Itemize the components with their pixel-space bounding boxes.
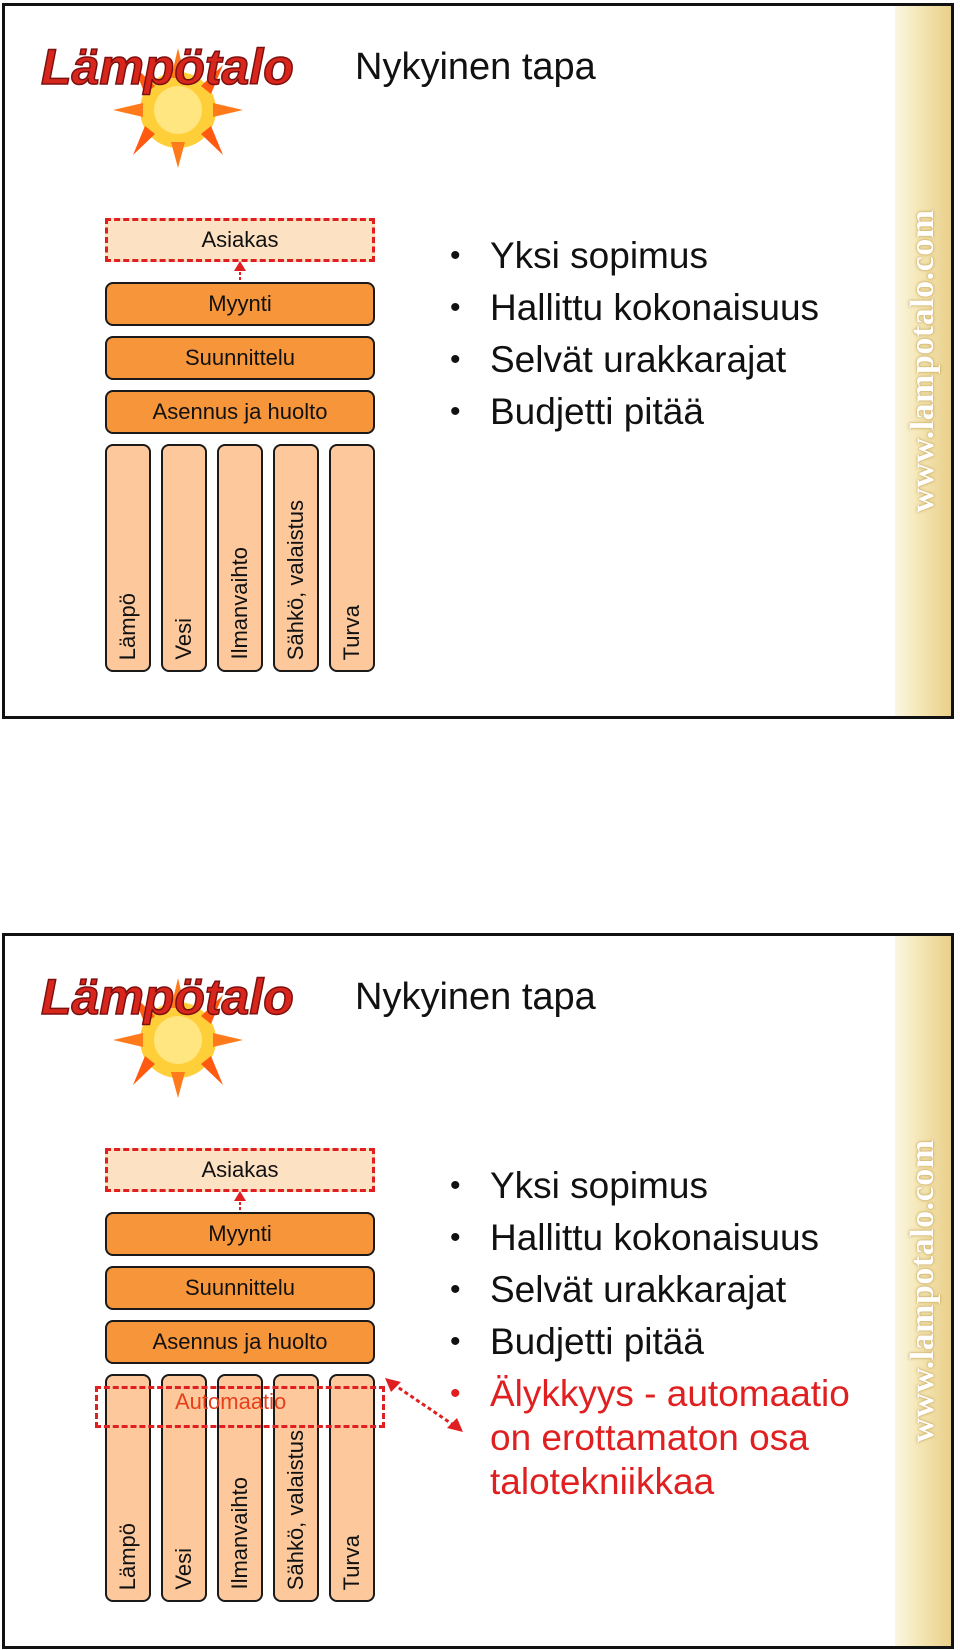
column-label: Lämpö (115, 1522, 140, 1590)
column-label: Sähkö, valaistus (283, 1429, 308, 1590)
column-label: Ilmanvaihto (227, 1477, 252, 1590)
bullet-list (450, 234, 870, 442)
column-label: Sähkö, valaistus (283, 499, 308, 660)
slide-title: Nykyinen tapa (355, 976, 596, 1018)
website-url: www.lampotalo.com (904, 1139, 941, 1443)
slide-1 (2, 3, 954, 719)
client-box (105, 218, 375, 262)
design-box (105, 1266, 375, 1310)
column-label: Turva (339, 604, 364, 660)
client-label: Asiakas (201, 1157, 279, 1182)
bullet-item: • Selvät urakkarajat (450, 1269, 787, 1310)
column-water (161, 444, 207, 672)
side-band (895, 936, 951, 1646)
side-band (895, 6, 951, 716)
svg-text:Lämpötalo: Lämpötalo (41, 39, 294, 95)
slide-2 (2, 933, 954, 1649)
column-label: Vesi (171, 618, 196, 660)
column-label: Turva (339, 1534, 364, 1590)
client-label: Asiakas (201, 227, 279, 252)
bullet-item: • Budjetti pitää (450, 1321, 704, 1362)
automation-label: Automaatio (175, 1389, 287, 1414)
design-label: Suunnittelu (184, 345, 296, 370)
sales-box (105, 282, 375, 326)
column-label: Vesi (171, 1548, 196, 1590)
install-box (105, 1320, 375, 1364)
column-heat (105, 444, 151, 672)
bullet-list (450, 1164, 870, 1512)
column-label: Ilmanvaihto (227, 547, 252, 660)
svg-text:Lämpötalo: Lämpötalo (41, 969, 294, 1025)
bullet-item-highlight: • Älykkyys - automaatio on erottamaton osa talotekniikkaa (450, 1373, 850, 1502)
sales-box (105, 1212, 375, 1256)
slide-title: Nykyinen tapa (355, 46, 596, 88)
sales-label: Myynti (208, 291, 272, 316)
client-box (105, 1148, 375, 1192)
design-label: Suunnittelu (184, 1275, 296, 1300)
column-ventilation (217, 444, 263, 672)
install-label: Asennus ja huolto (152, 399, 328, 424)
bullet-item: • Yksi sopimus (450, 1165, 708, 1206)
bullet-item: • Hallittu kokonaisuus (450, 287, 820, 328)
website-url: www.lampotalo.com (904, 209, 941, 513)
sales-label: Myynti (208, 1221, 272, 1246)
column-electricity (273, 444, 319, 672)
install-box (105, 390, 375, 434)
bullet-item: • Hallittu kokonaisuus (450, 1217, 820, 1258)
design-box (105, 336, 375, 380)
lampotalo-logo (33, 948, 313, 1098)
install-label: Asennus ja huolto (152, 1329, 328, 1354)
column-label: Lämpö (115, 592, 140, 660)
column-security (329, 444, 375, 672)
bullet-item: • Yksi sopimus (450, 235, 708, 276)
bullet-item: • Selvät urakkarajat (450, 339, 787, 380)
lampotalo-logo (33, 18, 313, 168)
bullet-item: • Budjetti pitää (450, 391, 704, 432)
